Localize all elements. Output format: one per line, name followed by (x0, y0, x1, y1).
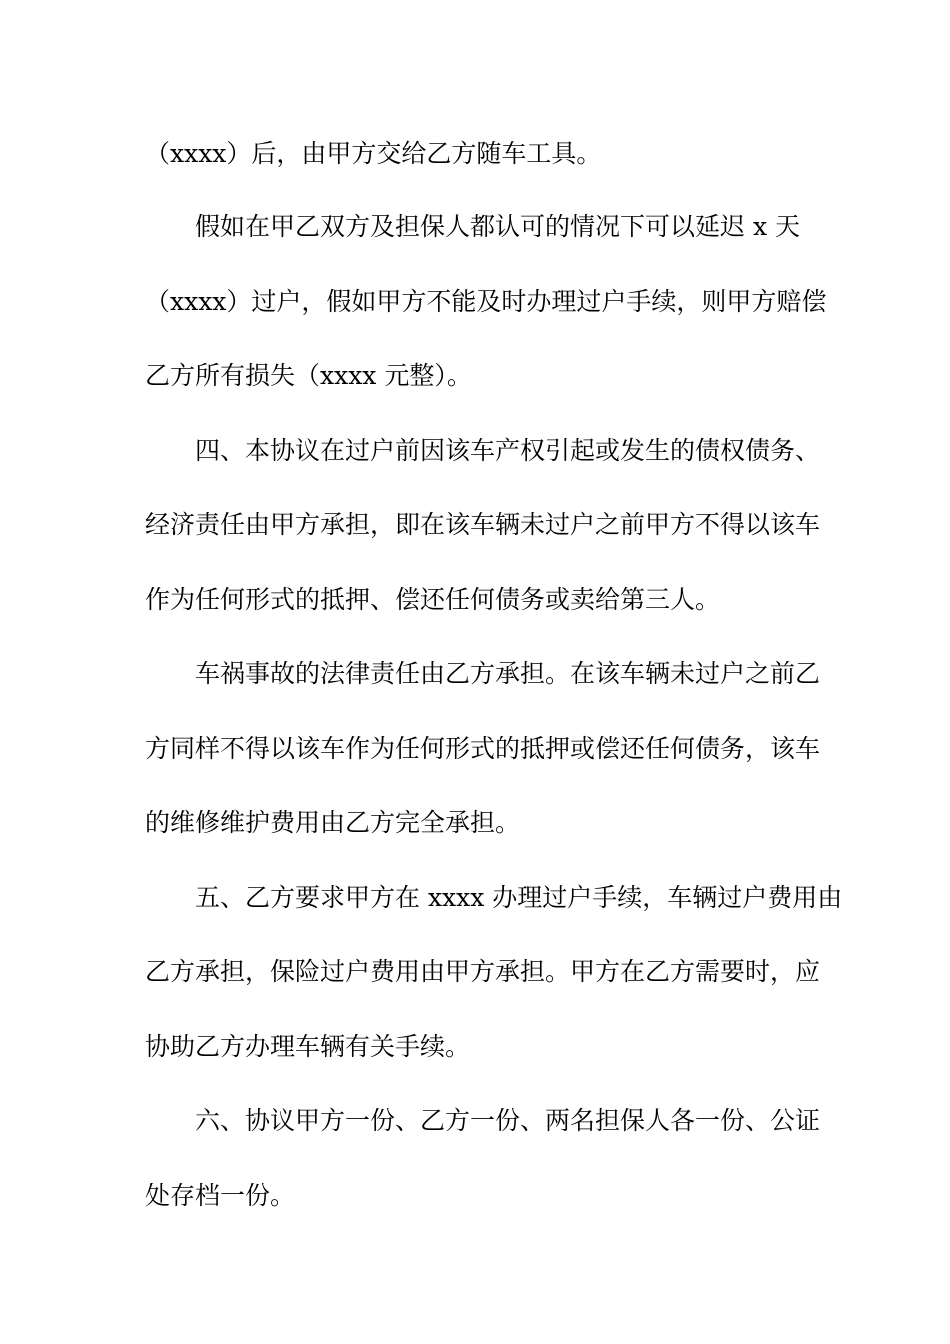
text-line-12: 乙方承担，保险过户费用由甲方承担。甲方在乙方需要时，应 (145, 957, 821, 986)
text-line-14: 六、协议甲方一份、乙方一份、两名担保人各一份、公证 (195, 1106, 821, 1135)
text-line-5: 四、本协议在过户前因该车产权引起或发生的债权债务、 (195, 436, 821, 465)
text-line-3: （xxxx）过户，假如甲方不能及时办理过户手续，则甲方赔偿 (145, 287, 827, 316)
text-line-4: 乙方所有损失（xxxx 元整）。 (145, 361, 472, 390)
text-line-10: 的维修维护费用由乙方完全承担。 (145, 808, 521, 837)
text-line-8: 车祸事故的法律责任由乙方承担。在该车辆未过户之前乙 (195, 659, 821, 688)
text-line-7: 作为任何形式的抵押、偿还任何债务或卖给第三人。 (145, 585, 721, 614)
text-line-15: 处存档一份。 (145, 1181, 296, 1210)
text-line-9: 方同样不得以该车作为任何形式的抵押或偿还任何债务，该车 (145, 734, 821, 763)
text-line-6: 经济责任由甲方承担，即在该车辆未过户之前甲方不得以该车 (145, 510, 821, 539)
text-line-1: （xxxx）后，由甲方交给乙方随车工具。 (145, 139, 602, 168)
text-line-2: 假如在甲乙双方及担保人都认可的情况下可以延迟 x 天 (195, 212, 800, 241)
text-line-11: 五、乙方要求甲方在 xxxx 办理过户手续，车辆过户费用由 (195, 883, 843, 912)
text-line-13: 协助乙方办理车辆有关手续。 (145, 1032, 471, 1061)
